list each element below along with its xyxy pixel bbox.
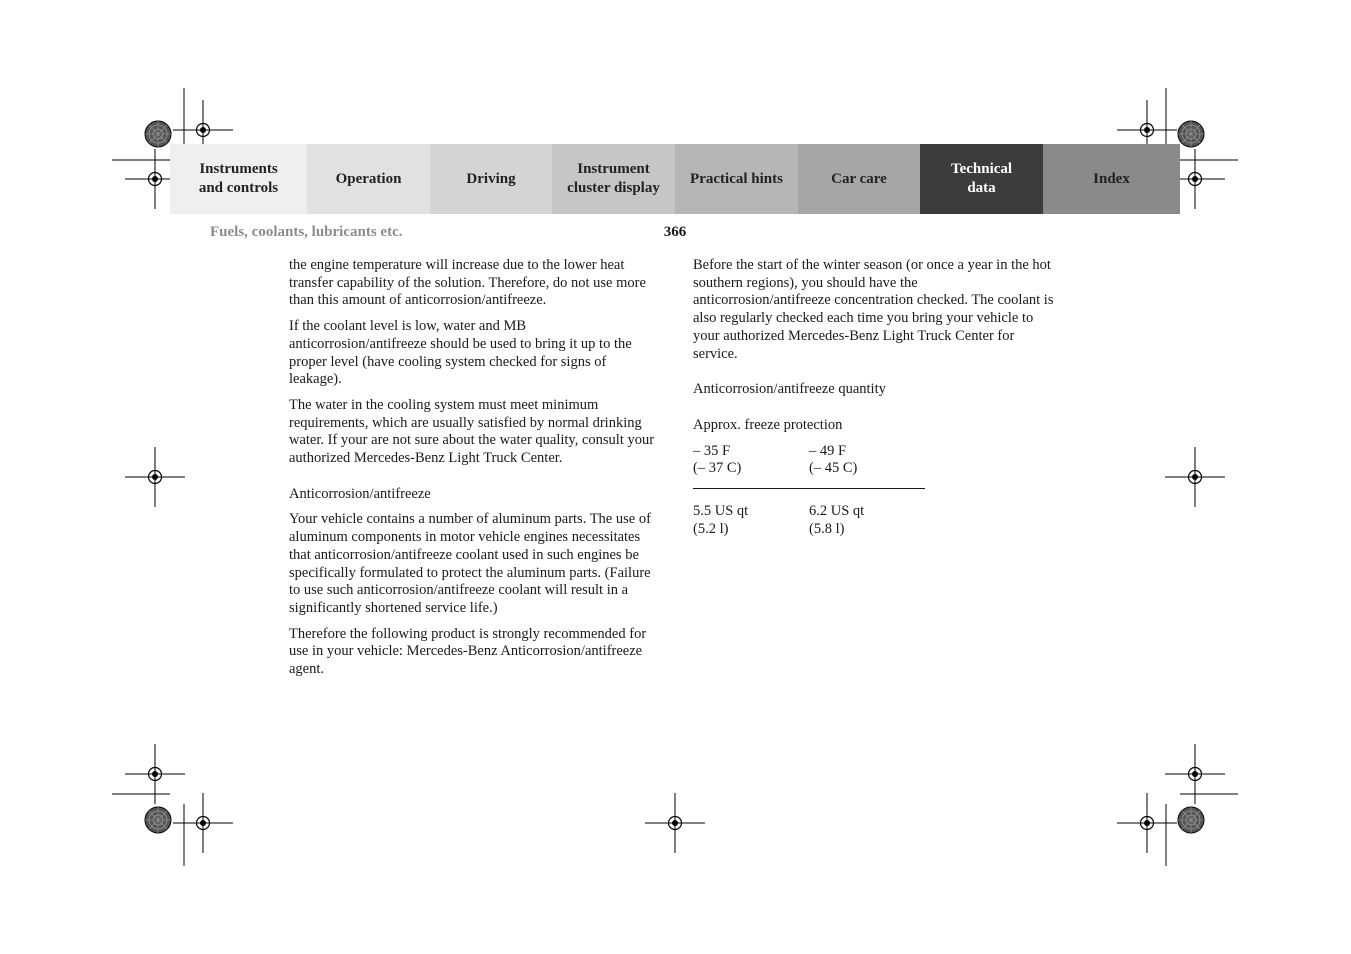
paragraph: Therefore the following product is strongly recommended for use in your vehicle: Mercedes-Benz Anticorrosion/antifreeze agent. <box>289 625 647 678</box>
tab-practical-hints[interactable]: Practical hints <box>675 144 798 214</box>
table-cell: (5.8 l) <box>809 520 845 537</box>
paragraph: The water in the cooling system must meet minimum requirements, which are usually satisfied by normal drinking water. If your are not sure about the water quality, consult your authorized Mercedes-Benz Light Truck Center. <box>289 396 655 467</box>
table-caption: Anticorrosion/antifreeze quantity <box>693 381 886 398</box>
table-row <box>693 443 925 461</box>
table-header: Approx. freeze protection <box>693 416 843 433</box>
tab-technical-data[interactable]: Technical data <box>920 144 1043 214</box>
paragraph: Before the start of the winter season (or once a year in the hot southern regions), you should have the anticorrosion/antifreeze concentration checked. The coolant is also regularly checked each time you bring your vehicle to your authorized Mercedes-Benz Light Truck Center for service. <box>693 257 1054 362</box>
section-tabs <box>170 144 1180 214</box>
freeze-protection-table <box>693 443 925 539</box>
table-cell: 6.2 US qt <box>809 503 865 520</box>
tab-car-care[interactable]: Car care <box>798 144 920 214</box>
table-cell: – 35 F <box>693 442 731 459</box>
table-row <box>693 503 925 521</box>
paragraph: Your vehicle contains a number of aluminum parts. The use of aluminum components in motor vehicle engines necessitates that anticorrosion/antifreeze coolant used in such engines be specifically formulated to protect the aluminum parts. (Failure to use such anticorrosion/antifreeze coolant will result in a significantly shortened service life.) <box>289 511 651 616</box>
tab-index[interactable]: Index <box>1043 144 1180 214</box>
tab-driving[interactable]: Driving <box>430 144 552 214</box>
table-cell: (– 37 C) <box>693 460 742 477</box>
table-cell: (– 45 C) <box>809 460 858 477</box>
tab-operation[interactable]: Operation <box>307 144 430 214</box>
table-cell: (5.2 l) <box>693 520 729 537</box>
tab-instrument-cluster-display[interactable]: Instrument cluster display <box>552 144 675 214</box>
page-number: 366 <box>663 224 687 240</box>
table-cell: – 49 F <box>809 442 847 459</box>
tab-instruments-and-controls[interactable]: Instruments and controls <box>170 144 307 214</box>
table-divider <box>693 488 925 489</box>
paragraph: the engine temperature will increase due to the lower heat transfer capability of the solution. Therefore, do not use more than this amount of anticorrosion/antifreeze. <box>289 257 646 309</box>
table-cell: 5.5 US qt <box>693 503 749 520</box>
paragraph: If the coolant level is low, water and MB anticorrosion/antifreeze should be used to bring it up to the proper level (have cooling system checked for signs of leakage). <box>289 318 632 388</box>
subheading-anticorrosion: Anticorrosion/antifreeze <box>289 485 431 502</box>
table-row <box>693 521 925 539</box>
right-column <box>693 257 1055 538</box>
section-title: Fuels, coolants, lubricants etc. <box>210 224 403 240</box>
table-row <box>693 460 925 478</box>
left-column <box>289 257 661 679</box>
